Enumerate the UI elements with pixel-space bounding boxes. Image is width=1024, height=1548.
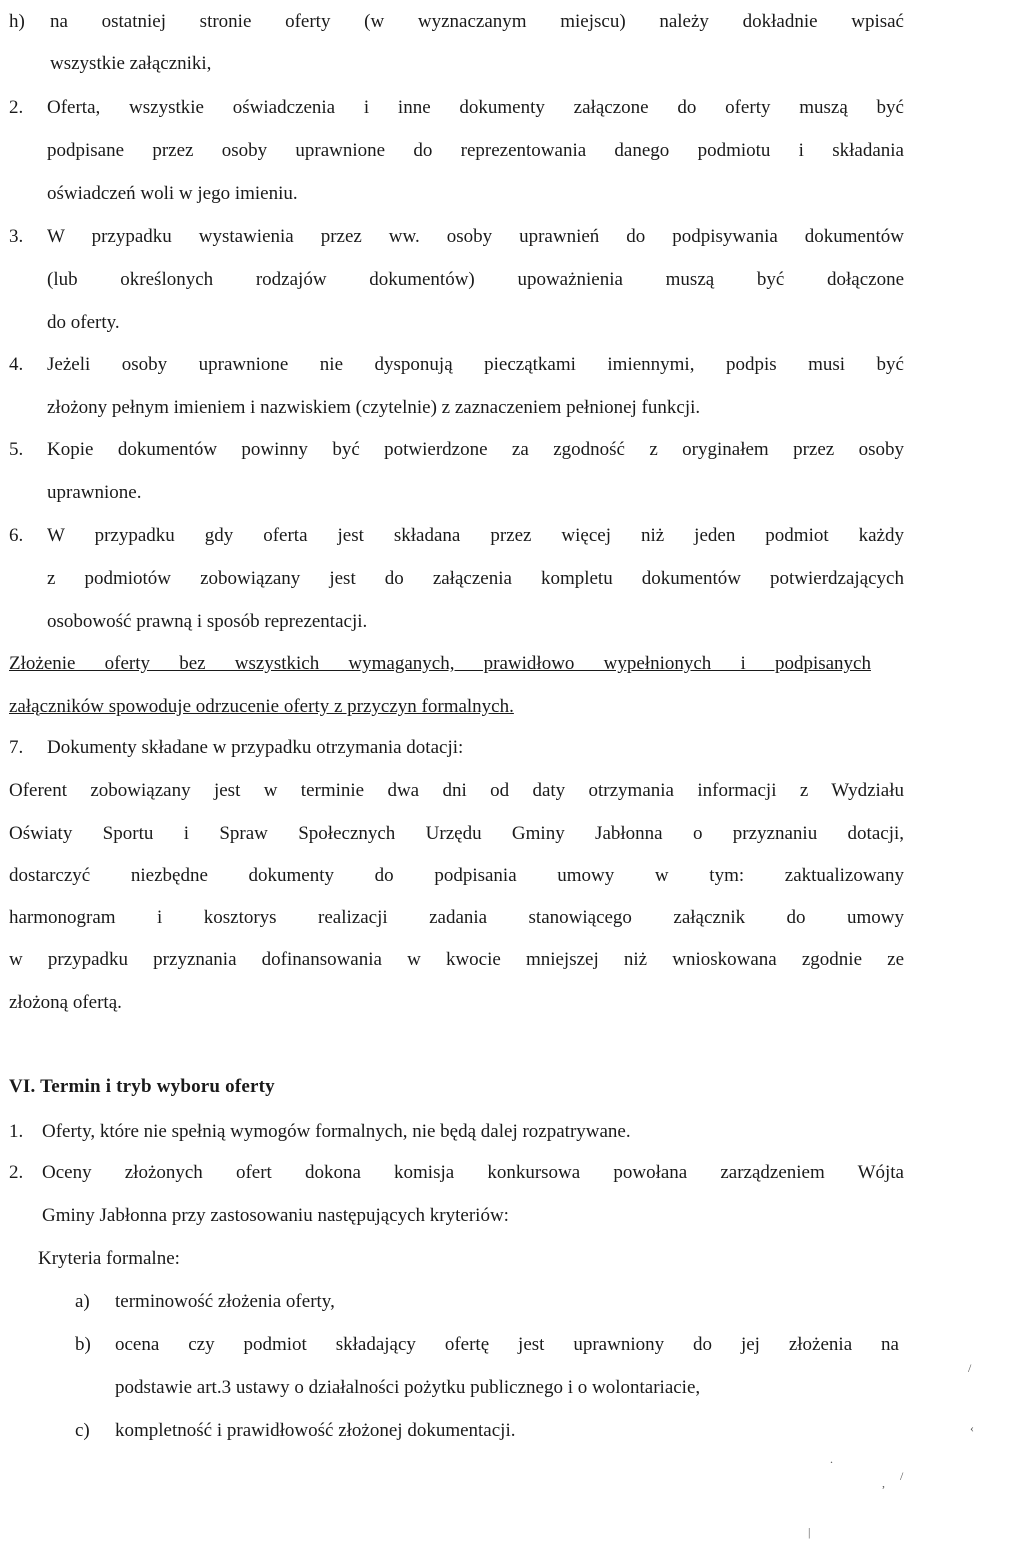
body-line-4: harmonogram i kosztorys realizacji zadania stanowiącego załącznik do umowy [9, 907, 904, 928]
list-number-6: 6. [9, 525, 24, 546]
item-3-line-1: W przypadku wystawienia przez ww. osoby uprawnień do podpisywania dokumentów [47, 226, 904, 247]
criteria-label: Kryteria formalne: [38, 1248, 180, 1269]
item-4-line-2: złożony pełnym imieniem i nazwiskiem (czytelnie) z zaznaczeniem pełnionej funkcji. [47, 397, 701, 418]
section-item-2-line-1: Oceny złożonych ofert dokona komisja konkursowa powołana zarządzeniem Wójta [42, 1162, 904, 1183]
criteria-label-a: a) [75, 1291, 90, 1312]
list-number-3: 3. [9, 226, 24, 247]
section-item-number-1: 1. [9, 1121, 24, 1142]
criteria-label-c: c) [75, 1420, 90, 1441]
section-item-number-2: 2. [9, 1162, 24, 1183]
item-2-line-1: Oferta, wszystkie oświadczenia i inne dokumenty załączone do oferty muszą być [47, 97, 904, 118]
list-number-7: 7. [9, 737, 24, 758]
criteria-label-b: b) [75, 1334, 91, 1355]
item-2-line-2: podpisane przez osoby uprawnione do reprezentowania danego podmiotu i składania [47, 140, 904, 161]
list-number-5: 5. [9, 439, 24, 460]
scan-speck: | [808, 1525, 811, 1539]
scan-speck: , [882, 1476, 885, 1490]
item-h-line-2: wszystkie załączniki, [50, 53, 212, 74]
list-number-4: 4. [9, 354, 24, 375]
body-line-6: złożoną ofertą. [9, 992, 122, 1013]
item-3-line-2: (lub określonych rodzajów dokumentów) upoważnienia muszą być dołączone [47, 269, 904, 290]
item-3-line-3: do oferty. [47, 312, 120, 333]
section-heading: VI. Termin i tryb wyboru oferty [9, 1076, 275, 1097]
item-6-line-2: z podmiotów zobowiązany jest do załączenia kompletu dokumentów potwierdzających [47, 568, 904, 589]
scan-speck: / [900, 1469, 904, 1483]
scan-speck: . [830, 1452, 833, 1466]
section-item-1-line-1: Oferty, które nie spełnią wymogów formalnych, nie będą dalej rozpatrywane. [42, 1121, 631, 1142]
item-h-line-1: na ostatniej stronie oferty (w wyznaczanym miejscu) należy dokładnie wpisać [50, 11, 904, 32]
item-4-line-1: Jeżeli osoby uprawnione nie dysponują pieczątkami imiennymi, podpis musi być [47, 354, 904, 375]
item-6-line-3: osobowość prawną i sposób reprezentacji. [47, 611, 368, 632]
criteria-a-line-1: terminowość złożenia oferty, [115, 1291, 335, 1312]
body-line-3: dostarczyć niezbędne dokumenty do podpisania umowy w tym: zaktualizowany [9, 865, 904, 886]
body-line-2: Oświaty Sportu i Spraw Społecznych Urzędu Gminy Jabłonna o przyznaniu dotacji, [9, 823, 904, 844]
criteria-b-line-2: podstawie art.3 ustawy o działalności pożytku publicznego i o wolontariacie, [115, 1377, 701, 1398]
list-label-h: h) [9, 11, 25, 32]
item-5-line-2: uprawnione. [47, 482, 142, 503]
notice-line-2: załączników spowoduje odrzucenie oferty z przyczyn formalnych. [9, 696, 514, 717]
item-7-line-1: Dokumenty składane w przypadku otrzymania dotacji: [47, 737, 464, 758]
item-2-line-3: oświadczeń woli w jego imieniu. [47, 183, 298, 204]
body-line-5: w przypadku przyznania dofinansowania w kwocie mniejszej niż wnioskowana zgodnie ze [9, 949, 904, 970]
item-5-line-1: Kopie dokumentów powinny być potwierdzone za zgodność z oryginałem przez osoby [47, 439, 904, 460]
criteria-b-line-1: ocena czy podmiot składający ofertę jest uprawniony do jej złożenia na [115, 1334, 899, 1355]
section-item-2-line-2: Gminy Jabłonna przy zastosowaniu następujących kryteriów: [42, 1205, 509, 1226]
item-6-line-1: W przypadku gdy oferta jest składana przez więcej niż jeden podmiot każdy [47, 525, 904, 546]
body-line-1: Oferent zobowiązany jest w terminie dwa dni od daty otrzymania informacji z Wydziału [9, 780, 904, 801]
notice-line-1: Złożenie oferty bez wszystkich wymaganych, prawidłowo wypełnionych i podpisanych [9, 653, 871, 674]
scan-speck: / [968, 1361, 972, 1375]
list-number-2: 2. [9, 97, 24, 118]
criteria-c-line-1: kompletność i prawidłowość złożonej dokumentacji. [115, 1420, 516, 1441]
scan-speck: ‹ [970, 1421, 974, 1435]
